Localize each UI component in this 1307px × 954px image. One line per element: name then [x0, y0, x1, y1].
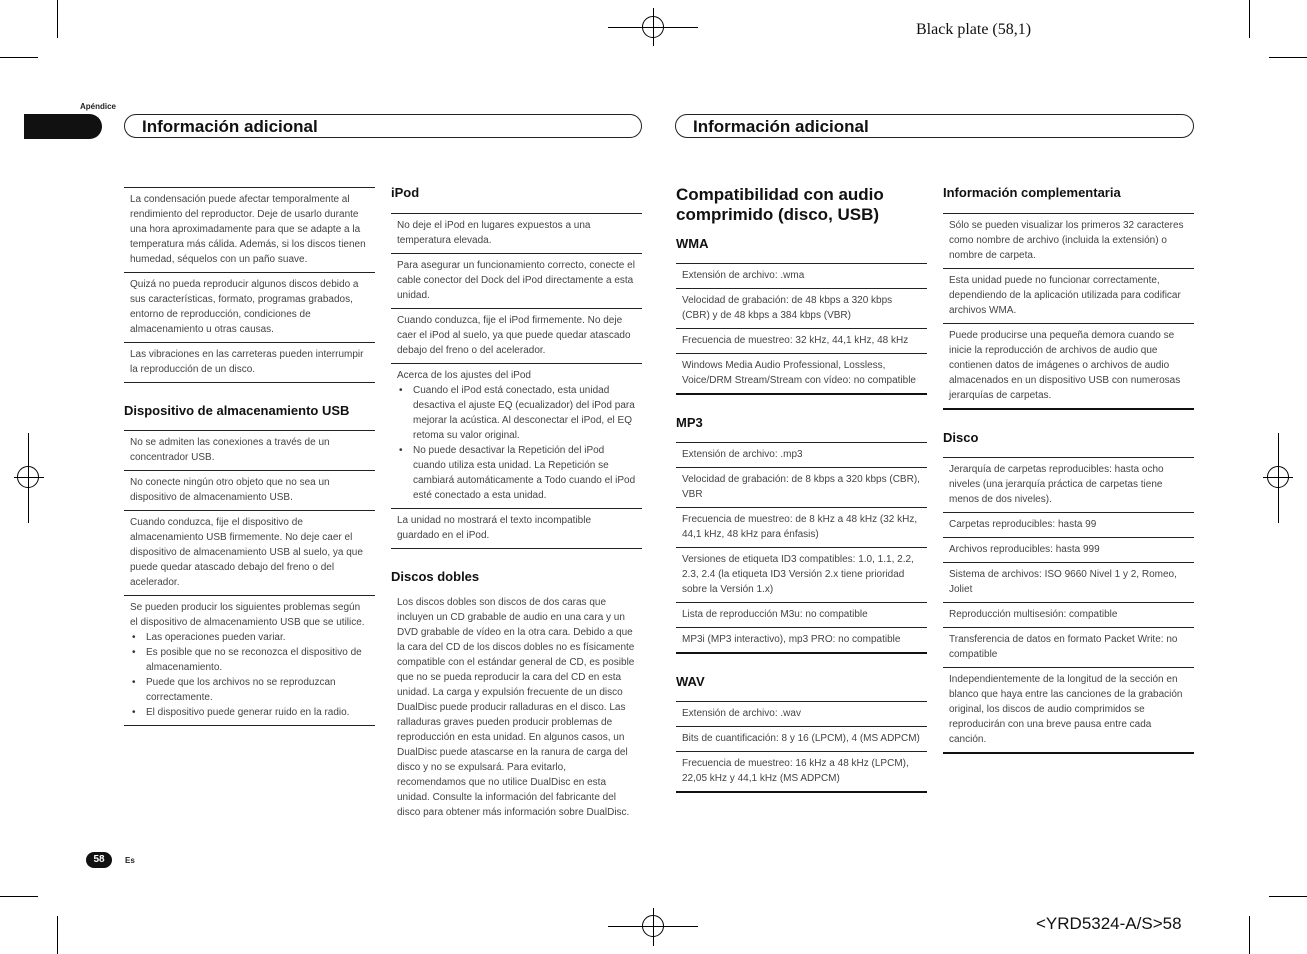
main-heading: Compatibilidad con audio comprimido (disco, USB) [676, 185, 884, 224]
spec-row: Lista de reproducción M3u: no compatible [676, 603, 927, 628]
crop-mark [0, 57, 38, 58]
crop-mark [57, 916, 58, 954]
crop-mark [1269, 896, 1307, 897]
registration-circle [17, 466, 39, 488]
spec-row: Frecuencia de muestreo: 32 kHz, 44,1 kHz, 48 kHz [676, 329, 927, 354]
spec-row: Velocidad de grabación: de 8 kbps a 320 kbps (CBR), VBR [676, 468, 927, 508]
note-box: No conecte ningún otro objeto que no sea un dispositivo de almacenamiento USB. [124, 471, 375, 511]
header-right-title: Información adicional [693, 117, 869, 136]
info-heading: Información complementaria [943, 185, 1121, 200]
spec-row: Archivos reproducibles: hasta 999 [943, 538, 1194, 563]
registration-circle [642, 16, 664, 38]
note-box: Las vibraciones en las carreteras pueden interrumpir la reproducción de un disco. [124, 343, 375, 383]
note-box: Cuando conduzca, fije el iPod firmemente. No deje caer el iPod al suelo, ya que puede quedar atascado debajo del freno o del acelerador. [391, 309, 642, 364]
page-number: 58 [86, 852, 112, 868]
spec-row: Reproducción multisesión: compatible [943, 603, 1194, 628]
list-item: • Cuando el iPod está conectado, esta unidad desactiva el ajuste EQ (ecualizador) del iPod para mejorar la acústica. Al desconectar el iPod, el EQ retoma su valor original. [413, 383, 636, 443]
language-code: Es [125, 856, 135, 865]
spec-row: Sistema de archivos: ISO 9660 Nivel 1 y 2, Romeo, Joliet [943, 563, 1194, 603]
spec-row: Jerarquía de carpetas reproducibles: hasta ocho niveles (una jerarquía práctica de carpetas tiene menos de dos niveles). [943, 457, 1194, 513]
header-left-title: Información adicional [142, 117, 318, 136]
document-code: <YRD5324-A/S>58 [1036, 914, 1182, 933]
note-box: Esta unidad puede no funcionar correctamente, dependiendo de la aplicación utilizada para codificar archivos WMA. [943, 269, 1194, 324]
spec-row: Frecuencia de muestreo: de 8 kHz a 48 kHz (32 kHz, 44,1 kHz, 48 kHz para énfasis) [676, 508, 927, 548]
wma-heading: WMA [676, 236, 709, 251]
disco-heading: Disco [943, 430, 979, 445]
spec-row: Extensión de archivo: .wma [676, 263, 927, 289]
spec-row: Versiones de etiqueta ID3 compatibles: 1.0, 1.1, 2.2, 2.3, 2.4 (la etiqueta ID3 Versión 2.x tiene prioridad sobre la Versión 1.x) [676, 548, 927, 603]
crop-mark [1269, 57, 1307, 58]
note-box: La unidad no mostrará el texto incompatible guardado en el iPod. [391, 509, 642, 549]
note-box: Puede producirse una pequeña demora cuando se inicie la reproducción de archivos de audio que contienen datos de imágenes o archivos de audio almacenados en un dispositivo USB con numerosas jerarquías de carpetas. [943, 324, 1194, 410]
spec-row: Extensión de archivo: .mp3 [676, 442, 927, 468]
ipod-heading: iPod [391, 185, 420, 200]
spec-row: Windows Media Audio Professional, Lossless, Voice/DRM Stream/Stream con vídeo: no compatible [676, 354, 927, 395]
crop-mark [0, 896, 38, 897]
note-box: Sólo se pueden visualizar los primeros 32 caracteres como nombre de archivo (incluida la extensión) o nombre de carpeta. [943, 213, 1194, 269]
header-right [675, 114, 1194, 138]
spec-row: Extensión de archivo: .wav [676, 701, 927, 727]
header-left [124, 114, 642, 138]
spec-row: Independientemente de la longitud de la sección en blanco que haya entre las canciones de la grabación original, los discos de audio comprimidos se reproducirán con una breve pausa entre cada canción. [943, 668, 1194, 754]
crop-mark [1249, 0, 1250, 38]
registration-circle [1267, 466, 1289, 488]
note-box: La condensación puede afectar temporalmente al rendimiento del reproductor. Deje de usarlo durante una hora aproximadamente para que se adapte a la temperatura más cálida. Además, si los discos tienen humedad, séquelos con un paño suave. [124, 187, 375, 273]
note-box [124, 596, 375, 726]
column-4 [943, 184, 1194, 754]
note-box: No se admiten las conexiones a través de un concentrador USB. [124, 430, 375, 471]
mp3-heading: MP3 [676, 415, 703, 430]
list-item: • Las operaciones pueden variar. [146, 630, 369, 645]
note-box [391, 364, 642, 509]
crop-mark [57, 0, 58, 38]
list-item: • No puede desactivar la Repetición del iPod cuando utiliza esta unidad. La Repetición se cambiará automáticamente a Todo cuando el iPod esté conectado a esta unidad. [413, 443, 636, 503]
plate-label: Black plate (58,1) [916, 21, 1032, 38]
section-tab [24, 114, 102, 139]
spec-row: Bits de cuantificación: 8 y 16 (LPCM), 4 (MS ADPCM) [676, 727, 927, 752]
dualdisc-text: Los discos dobles son discos de dos caras que incluyen un CD grabable de audio en una cara y un DVD grabable de vídeo en la otra cara. Debido a que la cara del CD de los discos dobles no es físicamente compatible con el estándar general de CD, es posible que no se pueda reproducir la cara del CD en esta unidad. La carga y expulsión frecuente de un disco DualDisc puede producir ralladuras en el disco. Las ralladuras graves pueden producir problemas de reproducción en esta unidad. En algunos casos, un DualDisc puede atascarse en la ranura de carga del disco y no se expulsará. Para evitarlo, recomendamos que no utilice DualDisc en esta unidad. Consulte la información del fabricante del disco para obtener más información sobre DualDisc. [397, 597, 635, 818]
usb-heading: Dispositivo de almacenamiento USB [124, 403, 350, 418]
bullet-list [130, 630, 369, 720]
bullet-list [397, 383, 636, 503]
note-box: No deje el iPod en lugares expuestos a una temperatura elevada. [391, 213, 642, 254]
note-box: Para asegurar un funcionamiento correcto, conecte el cable conector del Dock del iPod directamente a esta unidad. [391, 254, 642, 309]
dualdisc-heading: Discos dobles [391, 569, 480, 584]
spec-row: Transferencia de datos en formato Packet Write: no compatible [943, 628, 1194, 668]
spec-row: MP3i (MP3 interactivo), mp3 PRO: no compatible [676, 628, 927, 654]
spec-row: Frecuencia de muestreo: 16 kHz a 48 kHz (LPCM), 22,05 kHz y 44,1 kHz (MS ADPCM) [676, 752, 927, 793]
spec-row: Velocidad de grabación: de 48 kbps a 320 kbps (CBR) y de 48 kbps a 384 kbps (VBR) [676, 289, 927, 329]
column-2 [391, 184, 642, 820]
column-1 [124, 187, 375, 726]
list-item: • Es posible que no se reconozca el dispositivo de almacenamiento. [146, 645, 369, 675]
wav-heading: WAV [676, 674, 705, 689]
list-intro: Se pueden producir los siguientes problemas según el dispositivo de almacenamiento USB que se utilice. [130, 602, 365, 628]
list-intro: Acerca de los ajustes del iPod [397, 370, 531, 381]
note-box: Quizá no pueda reproducir algunos discos debido a sus características, formato, programas grabados, entorno de reproducción, condiciones de almacenamiento u otras causas. [124, 273, 375, 343]
spec-row: Carpetas reproducibles: hasta 99 [943, 513, 1194, 538]
column-3 [676, 185, 927, 793]
list-item: • Puede que los archivos no se reproduzcan correctamente. [146, 675, 369, 705]
section-label: Apéndice [80, 102, 117, 111]
note-box: Cuando conduzca, fije el dispositivo de almacenamiento USB firmemente. No deje caer el dispositivo de almacenamiento USB al suelo, ya que puede quedar atascado debajo del freno o del acelerador. [124, 511, 375, 596]
list-item: • El dispositivo puede generar ruido en la radio. [146, 705, 369, 720]
crop-mark [1249, 916, 1250, 954]
registration-circle [642, 915, 664, 937]
